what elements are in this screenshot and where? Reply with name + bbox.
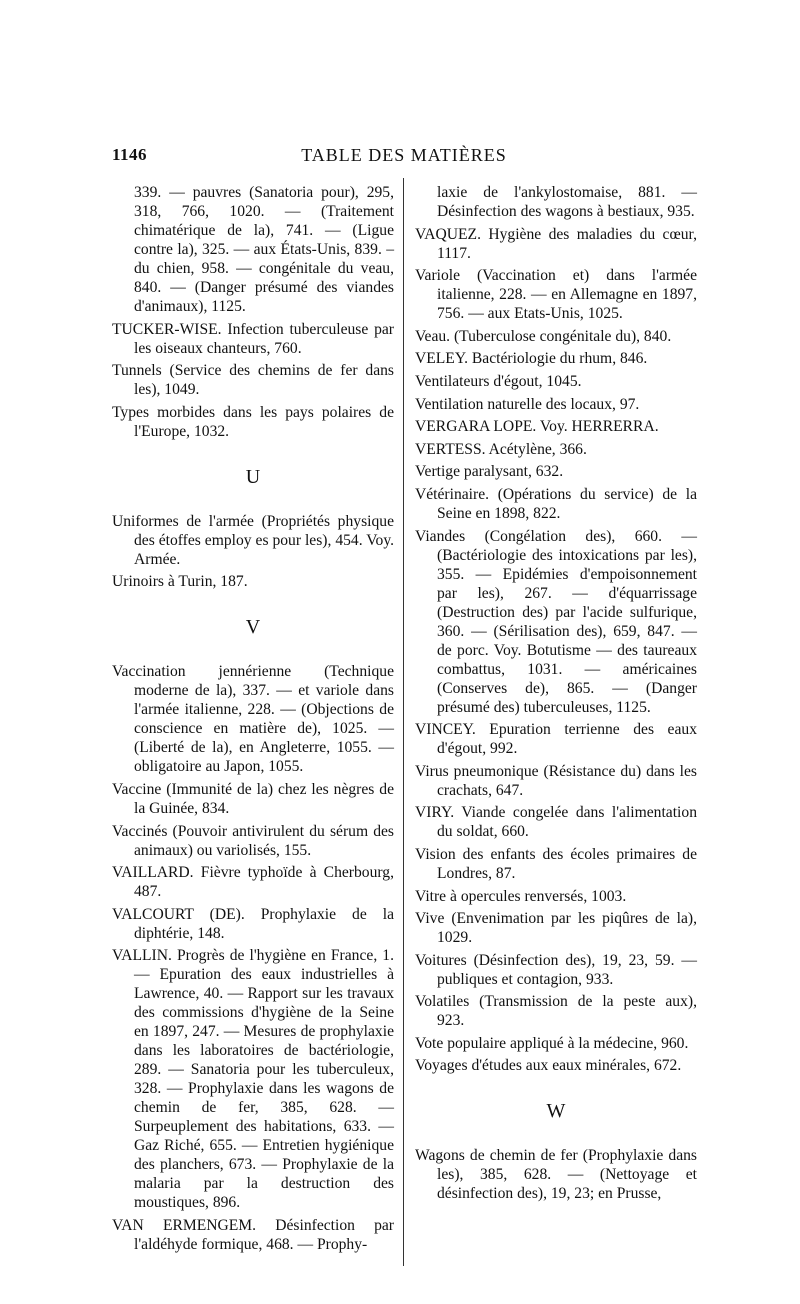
index-entry: Vertige paralysant, 632. [415, 463, 564, 481]
index-entry: Volatiles (Transmission de la peste aux), 923. [415, 993, 697, 1030]
column-divider [403, 178, 404, 1266]
index-entry: Veau. (Tuberculose congénitale du), 840. [415, 327, 672, 345]
index-entry: Vaccine (Immunité de la) chez les nègres de la Guinée, 834. [112, 780, 394, 817]
index-entry: VERTESS. Acétylène, 366. [415, 440, 587, 458]
index-entry: Vaccinés (Pouvoir antivirulent du sérum des animaux) ou variolisés, 155. [112, 822, 394, 859]
index-entry: Vétérinaire. (Opérations du service) de la Seine en 1898, 822. [415, 485, 697, 522]
index-entry: Voyages d'études aux eaux minérales, 672. [415, 1057, 682, 1075]
running-title: TABLE DES MATIÈRES [301, 145, 507, 165]
section-letter: W [546, 1100, 566, 1123]
index-entry: VERGARA LOPE. Voy. HERRERRA. [415, 418, 659, 436]
index-entry: Tunnels (Service des chemins de fer dans les), 1049. [112, 362, 394, 399]
index-entry: Vote populaire appliqué à la médecine, 960. [415, 1034, 689, 1052]
index-entry: Ventilateurs d'égout, 1045. [415, 372, 582, 390]
index-entry: Viandes (Congélation des), 660. — (Bactériologie des intoxications par les), 355. — Epidémies d'empoisonnement par les), 267. — d'équarrissage (Destruction des) par l'acide sulfurique, 360. — (Sérilisation des), 659, 847. — de porc. Voy. Botutisme — des taureaux combattus, 1031. — américaines (Conserves de), 865. — (Danger présumé des) tuberculeuses, 1125. [415, 527, 697, 716]
left-column [112, 183, 394, 1263]
page-number: 1146 [112, 145, 148, 164]
index-entry: VALCOURT (DE). Prophylaxie de la diphtérie, 148. [112, 905, 394, 942]
index-entry: Vitre à opercules renversés, 1003. [415, 887, 627, 905]
index-entry: Vaccination jennérienne (Technique moderne de la), 337. — et variole dans l'armée italienne, 228. — (Objections de conscience en matière de), 1025. — (Liberté de la), en Angleterre, 1055. — obligatoire au Japon, 1055. [112, 663, 394, 776]
index-entry: Vision des enfants des écoles primaires de Londres, 87. [415, 845, 697, 882]
index-entry: Ventilation naturelle des locaux, 97. [415, 395, 640, 413]
index-entry: TUCKER-WISE. Infection tuberculeuse par les oiseaux chanteurs, 760. [112, 320, 394, 357]
index-entry: Virus pneumonique (Résistance du) dans les crachats, 647. [415, 762, 697, 799]
index-entry: Uniformes de l'armée (Propriétés physique des étoffes employ es pour les), 454. Voy. Armée. [112, 512, 394, 568]
right-column [415, 183, 697, 1263]
index-entry: Variole (Vaccination et) dans l'armée italienne, 228. — en Allemagne en 1897, 756. — aux Etats-Unis, 1025. [415, 267, 697, 323]
index-entry: Voitures (Désinfection des), 19, 23, 59. — publiques et contagion, 933. [415, 951, 697, 988]
index-entry: VAQUEZ. Hygiène des maladies du cœur, 1117. [415, 225, 697, 262]
section-letter: U [245, 465, 261, 488]
index-entry: VALLIN. Progrès de l'hygiène en France, 1. — Epuration des eaux industrielles à Lawrence, 40. — Rapport sur les travaux des commissions d'hygiène de la Seine en 1897, 247. — Mesures de prophylaxie dans les laboratoires de bactériologie, 289. — Sanatoria pour les tuberculeux, 328. — Prophylaxie dans les wagons de chemin de fer, 385, 628. — Surpeuplement des habitations, 633. — Gaz Riché, 655. — Entretien hygiénique des planchers, 673. — Prophylaxie de la malaria par la destruction des moustiques, 896. [112, 947, 394, 1212]
index-entry: Vive (Envenimation par les piqûres de la), 1029. [415, 910, 697, 947]
page-header [112, 145, 696, 175]
index-entry: laxie de l'ankylostomaise, 881. — Désinfection des wagons à bestiaux, 935. [437, 184, 697, 220]
index-entry: VAN ERMENGEM. Désinfection par l'aldéhyde formique, 468. — Prophy- [112, 1216, 394, 1253]
index-entry: 339. — pauvres (Sanatoria pour), 295, 318, 766, 1020. — (Traitement chimatérique de la), 741. — (Ligue contre la), 325. — aux États-Unis, 839. – du chien, 958. — congénitale du veau, 840. — (Danger présumé des viandes d'animaux), 1125. [134, 184, 394, 315]
index-entry: VIRY. Viande congelée dans l'alimentation du soldat, 660. [415, 804, 697, 841]
index-entry: VELEY. Bactériologie du rhum, 846. [415, 350, 648, 368]
index-entry: Types morbides dans les pays polaires de l'Europe, 1032. [112, 403, 394, 440]
index-entry: Wagons de chemin de fer (Prophylaxie dans les), 385, 628. — (Nettoyage et désinfection des), 19, 23; en Prusse, [415, 1147, 697, 1203]
index-entry: Urinoirs à Turin, 187. [112, 573, 248, 591]
index-entry: VINCEY. Epuration terrienne des eaux d'égout, 992. [415, 721, 697, 758]
index-entry: VAILLARD. Fièvre typhoïde à Cherbourg, 487. [112, 864, 394, 901]
section-letter: V [245, 616, 261, 639]
